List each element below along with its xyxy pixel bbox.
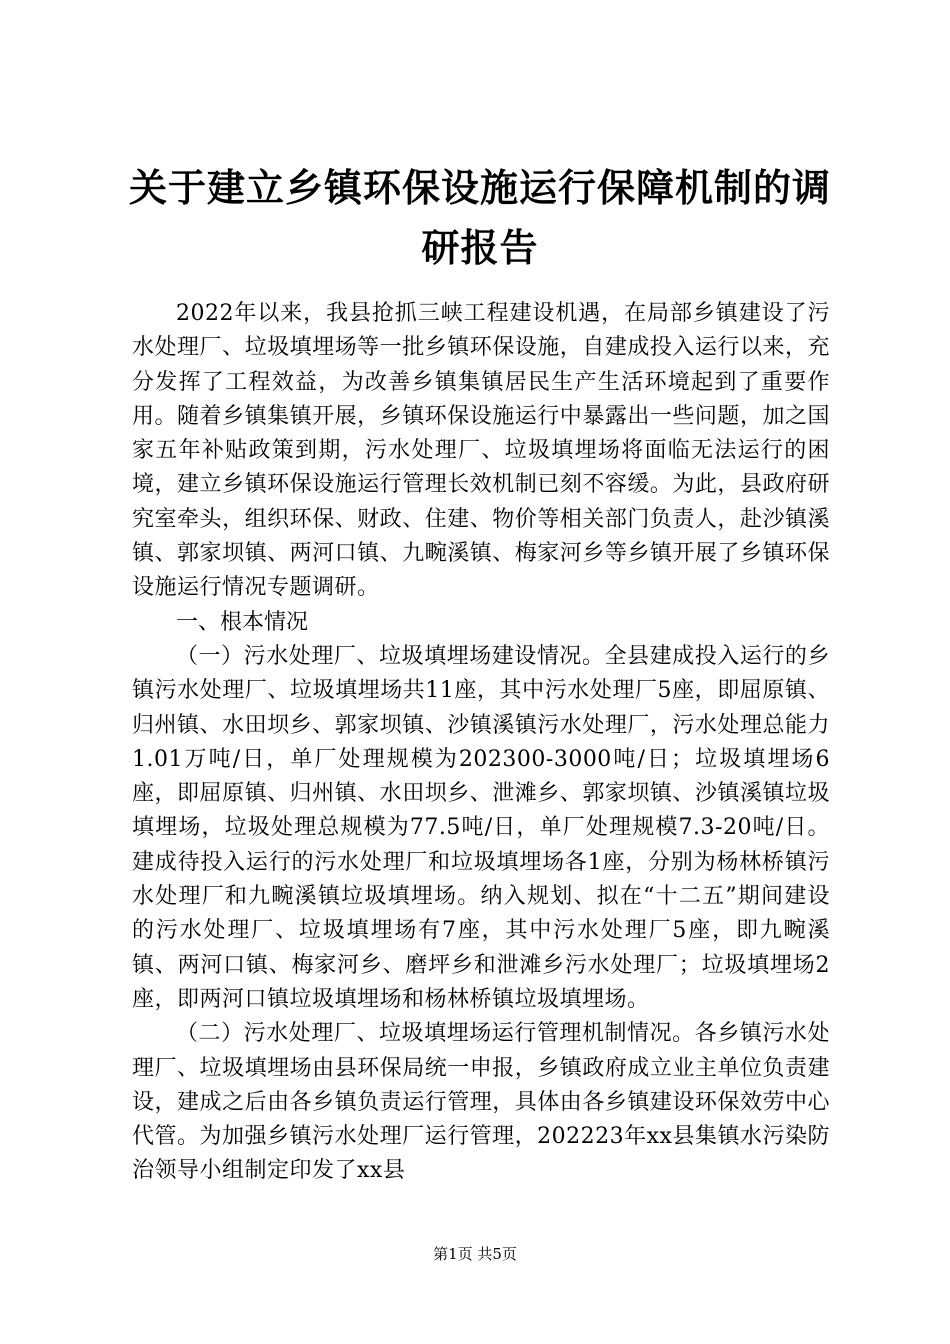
page-number-footer: 第1页 共5页 (433, 1245, 517, 1263)
paragraph-management: （二）污水处理厂、垃圾填埋场运行管理机制情况。各乡镇污水处理厂、垃圾填埋场由县环保局统一申报，乡镇政府成立业主单位负责建设，建成之后由各乡镇负责运行管理，具体由各乡镇建设环保效劳中心代管。为加强乡镇污水处理厂运行管理，202223年xx县集镇水污染防治领导小组制定印发了xx县 (132, 1021, 830, 1184)
section-heading-basic: 一、根本情况 (176, 609, 309, 635)
document-body (132, 297, 830, 1189)
paragraph-intro: 2022年以来，我县抢抓三峡工程建设机遇，在局部乡镇建设了污水处理厂、垃圾填埋场等一批乡镇环保设施，自建成投入运行以来，充分发挥了工程效益，为改善乡镇集镇居民生产生活环境起到了重要作用。随着乡镇集镇开展，乡镇环保设施运行中暴露出一些问题，加之国家五年补贴政策到期，污水处理厂、垃圾填埋场将面临无法运行的困境，建立乡镇环保设施运行管理长效机制已刻不容缓。为此，县政府研究室牵头，组织环保、财政、住建、物价等相关部门负责人，赴沙镇溪镇、郭家坝镇、两河口镇、九畹溪镇、梅家河乡等乡镇开展了乡镇环保设施运行情况专题调研。 (132, 301, 830, 601)
paragraph-construction: （一）污水处理厂、垃圾填埋场建设情况。全县建成投入运行的乡镇污水处理厂、垃圾填埋场共11座，其中污水处理厂5座，即屈原镇、归州镇、水田坝乡、郭家坝镇、沙镇溪镇污水处理厂，污水处理总能力1.01万吨/日，单厂处理规模为202300-3000吨/日；垃圾填埋场6座，即屈原镇、归州镇、水田坝乡、泄滩乡、郭家坝镇、沙镇溪镇垃圾填埋场，垃圾处理总规模为77.5吨/日，单厂处理规模7.3-20吨/日。建成待投入运行的污水处理厂和垃圾填埋场各1座，分别为杨林桥镇污水处理厂和九畹溪镇垃圾填埋场。纳入规划、拟在“十二五”期间建设的污水处理厂、垃圾填埋场有7座，其中污水处理厂5座，即九畹溪镇、两河口镇、梅家河乡、磨坪乡和泄滩乡污水处理厂；垃圾填埋场2座，即两河口镇垃圾填埋场和杨林桥镇垃圾填埋场。 (132, 643, 830, 1012)
document-title: 关于建立乡镇环保设施运行保障机制的调研报告 (128, 166, 831, 270)
